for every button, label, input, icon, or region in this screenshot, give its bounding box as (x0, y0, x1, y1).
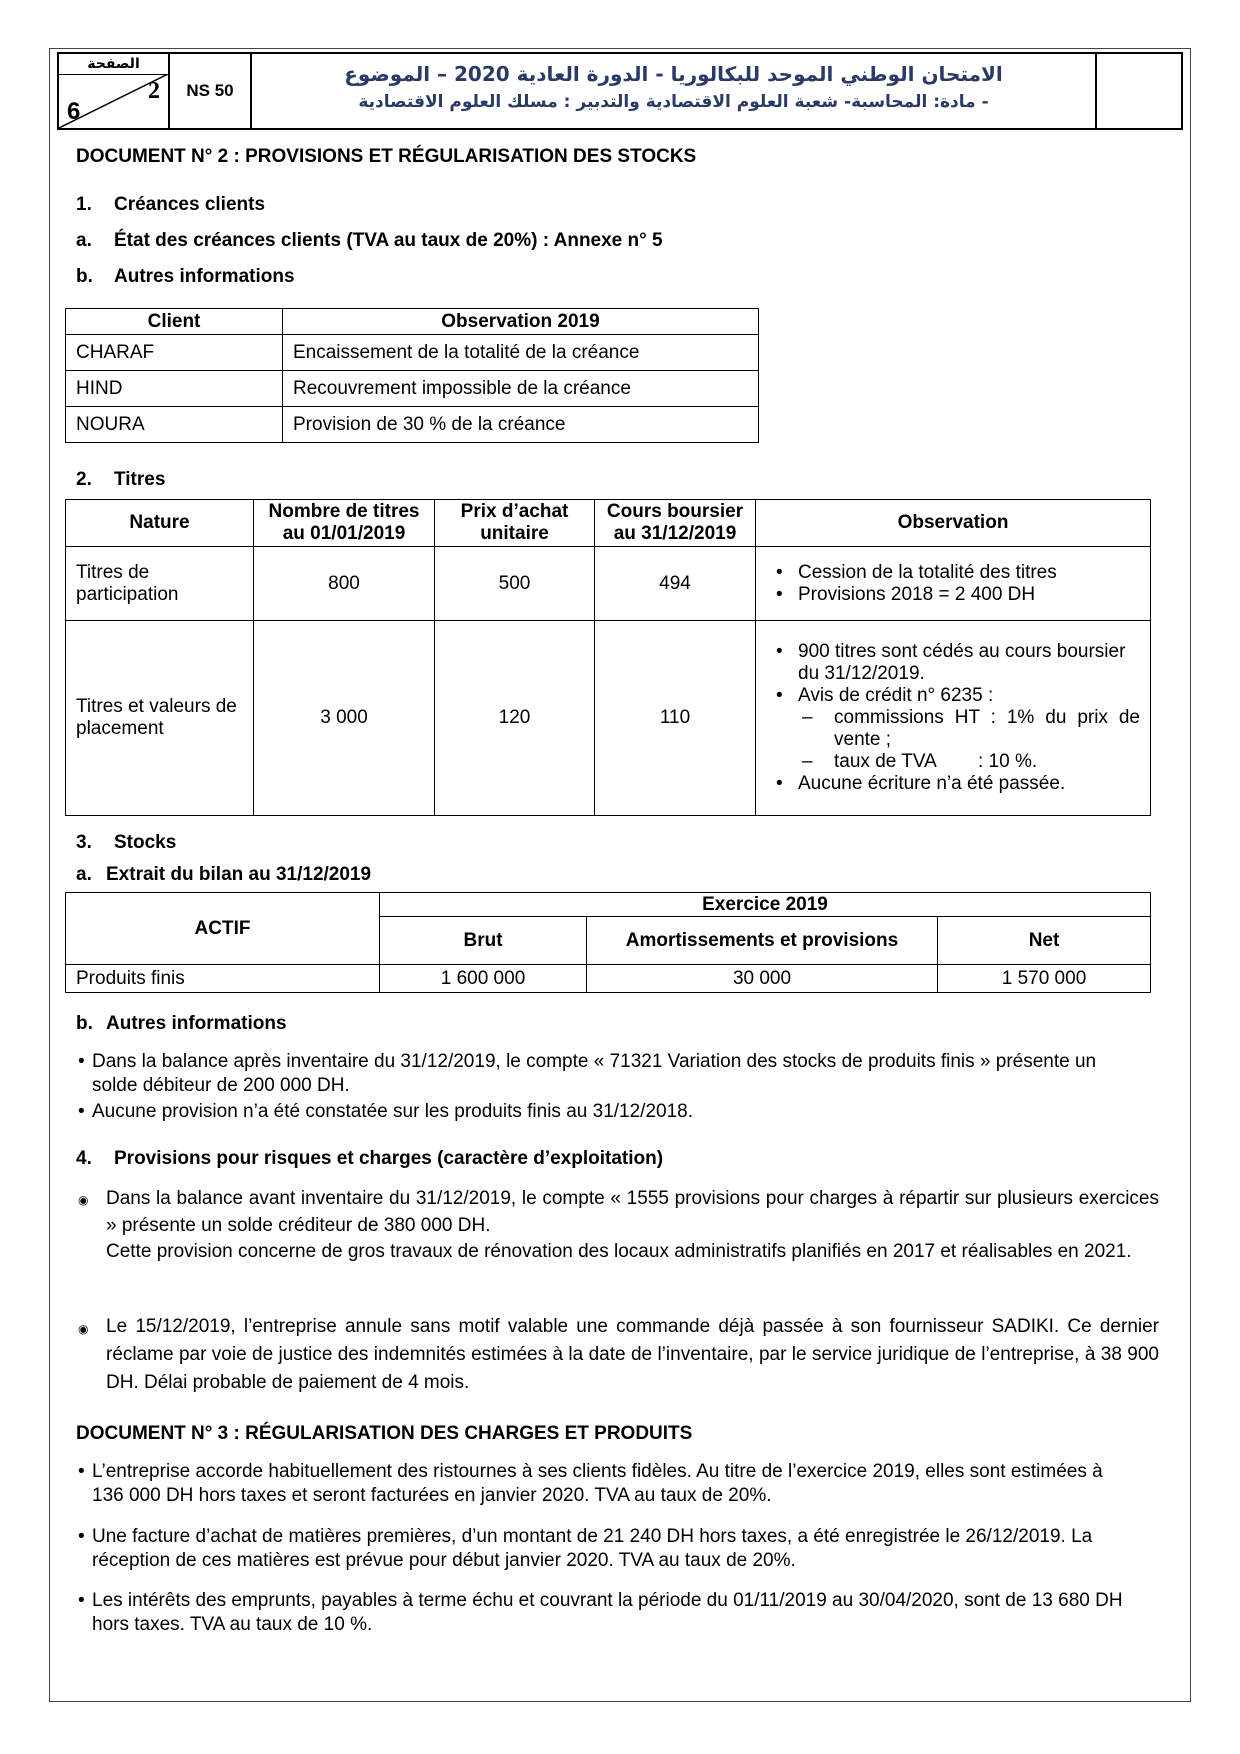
nature-cell: Titres de participation (66, 547, 254, 621)
provision-paragraph: ◉ Dans la balance avant inventaire du 31/12/2019, le compte « 1555 provisions pour charges à répartir sur plusieurs exercices » présente un solde créditeur de 380 000 DH. (106, 1185, 1159, 1239)
col-observation: Observation (756, 500, 1151, 547)
client-observation: Recouvrement impossible de la créance (283, 371, 759, 407)
bilan-brut: 1 600 000 (380, 965, 587, 993)
regularisation-bullet: • Les intérêts des emprunts, payables à terme échu et couvrant la période du 01/11/2019 au 30/04/2020, sont de 13 680 DH hors taxes. TVA au taux de 10 %. (92, 1589, 1132, 1637)
observation-item: • Avis de crédit n° 6235 : (788, 685, 1140, 707)
observation-subitem: – commissions HT : 1% du prix de vente ; (788, 707, 1140, 751)
bilan-header-row1 (66, 893, 1151, 917)
prix-cell: 500 (435, 547, 595, 621)
section-3-heading (76, 832, 176, 854)
table-row (66, 407, 759, 443)
regularisation-bullet: • Une facture d’achat de matières premières, d’un montant de 21 240 DH hors taxes, a été enregistrée le 26/12/2019. La réception de ces matières est prévue pour début janvier 2020. TVA au taux de 20%. (92, 1525, 1162, 1573)
client-observation: Provision de 30 % de la créance (283, 407, 759, 443)
table-row (66, 547, 1151, 621)
clients-table-header (66, 309, 759, 335)
observation-item: • Provisions 2018 = 2 400 DH (788, 584, 1140, 606)
section-1-heading (76, 194, 265, 216)
bilan-net: 1 570 000 (938, 965, 1151, 993)
cours-cell: 110 (595, 621, 756, 816)
titres-table-header (66, 500, 1151, 547)
col-actif: ACTIF (66, 893, 380, 965)
col-brut: Brut (380, 917, 587, 965)
client-name: CHARAF (66, 335, 283, 371)
doc2-title: DOCUMENT N° 2 : PROVISIONS ET RÉGULARISATION DES STOCKS (76, 146, 697, 167)
section-3-num: 3. (76, 832, 92, 853)
section-3a-heading (76, 864, 371, 886)
exam-code: NS 50 (170, 54, 252, 128)
table-row (66, 335, 759, 371)
nombre-cell: 3 000 (254, 621, 435, 816)
doc3-title: DOCUMENT N° 3 : RÉGULARISATION DES CHARGES ET PRODUITS (76, 1423, 693, 1444)
stock-info-bullet: • Aucune provision n’a été constatée sur les produits finis au 31/12/2018. (92, 1100, 1102, 1124)
table-row (66, 371, 759, 407)
observation-item: • Aucune écriture n’a été passée. (788, 773, 1140, 795)
provision-paragraph-cont: Cette provision concerne de gros travaux de rénovation des locaux administratifs planifiés en 2017 et réalisables en 2021. (106, 1241, 1132, 1262)
bilan-label: Produits finis (66, 965, 380, 993)
clients-table (65, 308, 759, 443)
observation-item: • 900 titres sont cédés au cours boursier du 31/12/2019. (788, 641, 1140, 685)
col-amortissements: Amortissements et provisions (587, 917, 938, 965)
section-1a-heading (76, 230, 663, 252)
page-number: 2 (148, 78, 160, 104)
section-2-title: Titres (114, 469, 166, 490)
observation-item: • Cession de la totalité des titres (788, 562, 1140, 584)
col-prix: Prix d’achat unitaire (435, 500, 595, 547)
observation-cell (756, 621, 1151, 816)
exam-header (57, 52, 1183, 130)
col-nombre: Nombre de titres au 01/01/2019 (254, 500, 435, 547)
section-4-heading (76, 1148, 663, 1170)
section-1-num: 1. (76, 194, 92, 215)
section-1b-title: Autres informations (114, 266, 295, 287)
section-4-num: 4. (76, 1148, 92, 1169)
cours-cell: 494 (595, 547, 756, 621)
client-name: NOURA (66, 407, 283, 443)
section-2-heading (76, 469, 165, 491)
section-4-title: Provisions pour risques et charges (caractère d’exploitation) (114, 1148, 664, 1169)
section-2-num: 2. (76, 469, 92, 490)
observation-subitem: – taux de TVA : 10 %. (788, 751, 1140, 773)
section-1b-heading (76, 266, 295, 288)
col-cours: Cours boursier au 31/12/2019 (595, 500, 756, 547)
section-3b-heading (76, 1013, 287, 1035)
bilan-table (65, 892, 1151, 993)
page-total: 6 (67, 98, 81, 125)
col-nature: Nature (66, 500, 254, 547)
section-3a-num: a. (76, 864, 92, 885)
col-net: Net (938, 917, 1151, 965)
exam-title-line2: - مادة: المحاسبة- شعبة العلوم الاقتصادية والتدبير : مسلك العلوم الاقتصادية (358, 92, 989, 112)
nombre-cell: 800 (254, 547, 435, 621)
prix-cell: 120 (435, 621, 595, 816)
nature-cell: Titres et valeurs de placement (66, 621, 254, 816)
exam-title (252, 54, 1097, 128)
section-1a-num: a. (76, 230, 92, 251)
bilan-amort: 30 000 (587, 965, 938, 993)
section-1b-num: b. (76, 266, 93, 287)
col-observation: Observation 2019 (283, 309, 759, 335)
section-3b-num: b. (76, 1013, 93, 1034)
table-row (66, 965, 1151, 993)
exam-title-line1: الامتحان الوطني الموحد للبكالوريا - الدورة العادية 2020 – الموضوع (344, 62, 1003, 86)
section-3b-title: Autres informations (106, 1013, 287, 1034)
table-row (66, 621, 1151, 816)
col-client: Client (66, 309, 283, 335)
regularisation-bullet: • L’entreprise accorde habituellement des ristournes à ses clients fidèles. Au titre de l’exercice 2019, elles sont estimées à 136 000 DH hors taxes et seront facturées en janvier 2020. TVA au taux de 20%. (92, 1460, 1122, 1508)
titres-table (65, 499, 1151, 816)
provision-paragraph: ◉ Le 15/12/2019, l’entreprise annule sans motif valable une commande déjà passée à son fournisseur SADIKI. Ce dernier réclame par voie de justice des indemnités estimées à la date de l’inventaire, par le service juridique de l’entreprise, à 38 900 DH. Délai probable de paiement de 4 mois. (106, 1313, 1159, 1397)
page-label: الصفحة (59, 54, 168, 75)
page-number-box (59, 54, 170, 128)
client-observation: Encaissement de la totalité de la créance (283, 335, 759, 371)
stock-info-bullet: • Dans la balance après inventaire du 31/12/2019, le compte « 71321 Variation des stocks de produits finis » présente un solde débiteur de 200 000 DH. (92, 1050, 1102, 1098)
blank-box (1097, 54, 1181, 128)
col-exercice: Exercice 2019 (380, 893, 1151, 917)
observation-cell (756, 547, 1151, 621)
section-1-title: Créances clients (114, 194, 266, 215)
section-1a-title: État des créances clients (TVA au taux de 20%) : Annexe n° 5 (114, 230, 663, 251)
section-3-title: Stocks (114, 832, 177, 853)
client-name: HIND (66, 371, 283, 407)
section-3a-title: Extrait du bilan au 31/12/2019 (106, 864, 372, 885)
